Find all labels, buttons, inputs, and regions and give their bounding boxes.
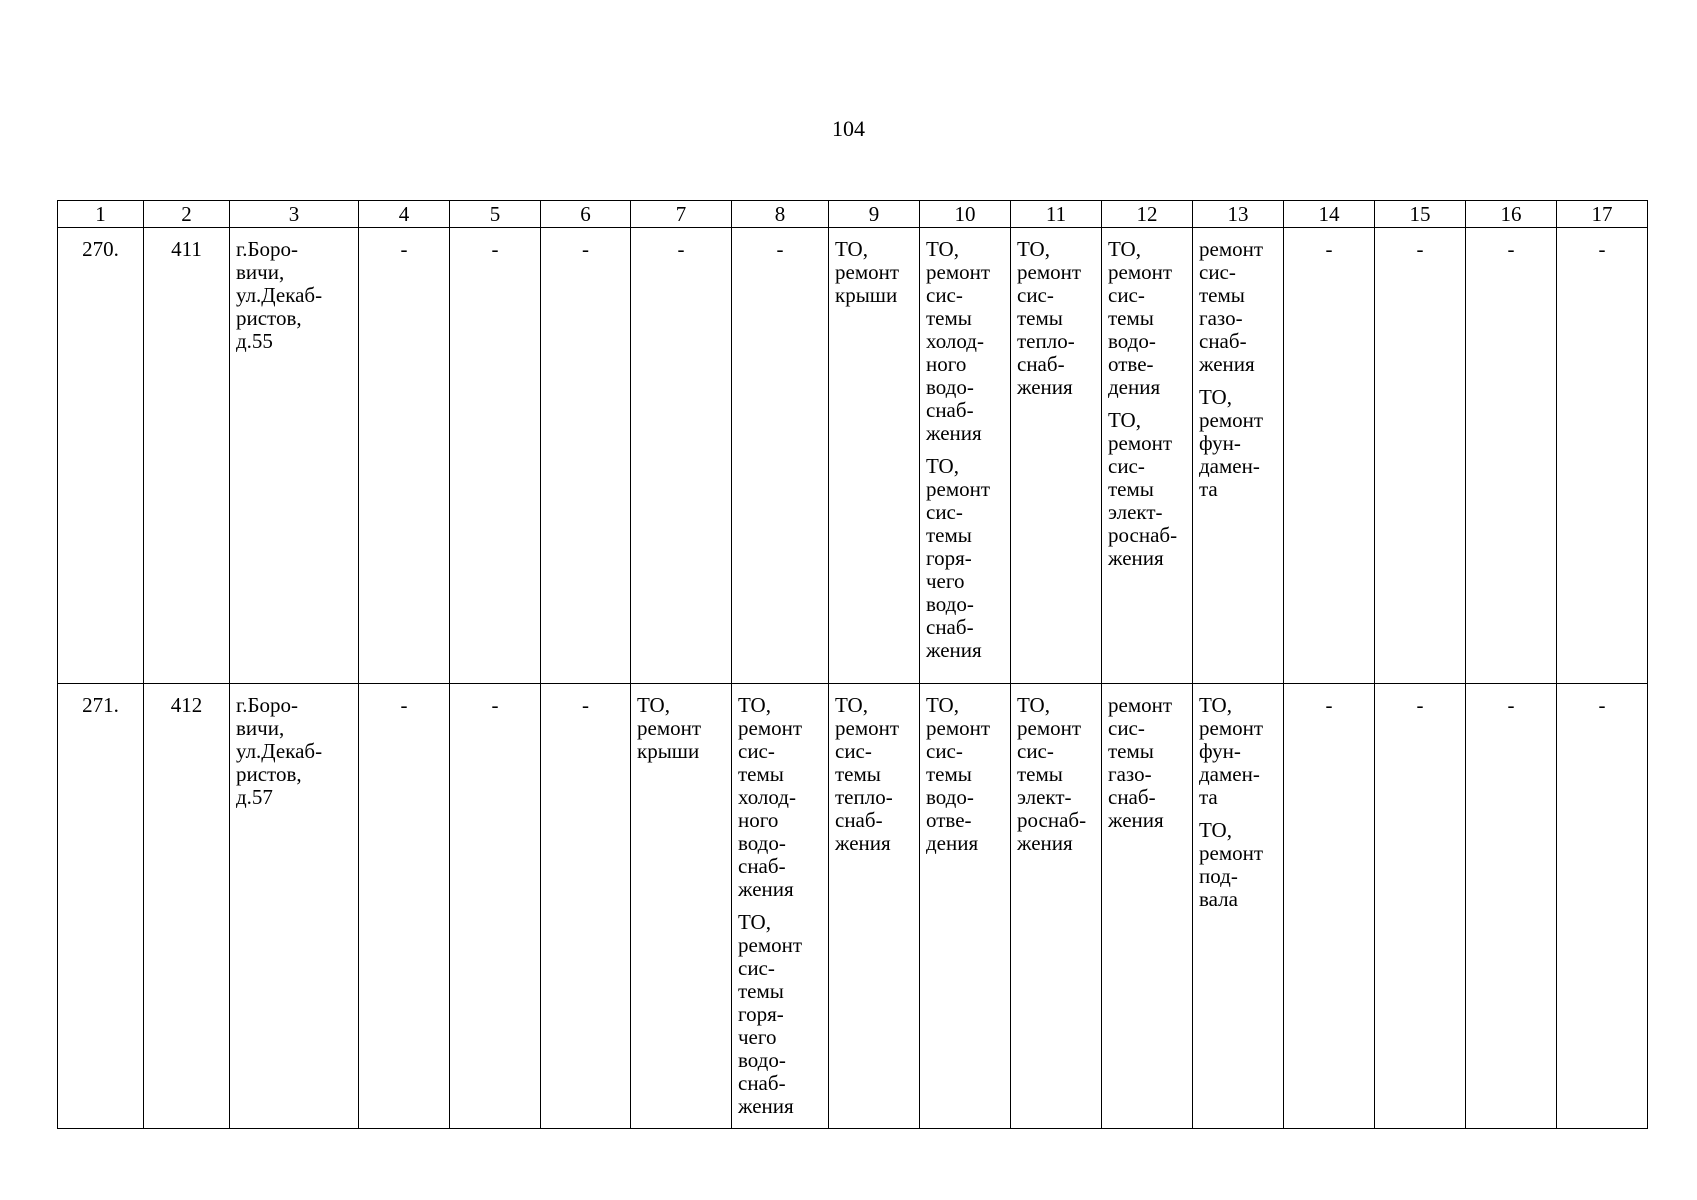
work-item: ТО, ремонт под- вала — [1199, 818, 1264, 911]
page-number: 104 — [832, 116, 865, 141]
column-header: 2 — [144, 201, 230, 228]
column-header: 12 — [1102, 201, 1193, 228]
empty-cell: - — [1557, 684, 1648, 1129]
work-cell — [1011, 684, 1102, 1129]
work-item: ТО, ремонт сис- темы тепло- снаб- жения — [1017, 237, 1082, 399]
works-table — [57, 200, 1648, 1129]
column-header: 16 — [1466, 201, 1557, 228]
table-row — [58, 684, 1648, 1129]
empty-cell: - — [1375, 228, 1466, 684]
table-row — [58, 228, 1648, 684]
work-item: ТО, ремонт сис- темы водо- отве- дения — [1108, 237, 1173, 399]
address-cell: г.Боро- вичи, ул.Декаб- ристов, д.57 — [230, 684, 359, 1129]
work-item: ТО, ремонт сис- темы холод- ного водо- снаб- жения — [926, 237, 991, 445]
work-cell — [732, 684, 829, 1129]
work-item: ТО, ремонт фун- дамен- та — [1199, 693, 1264, 809]
empty-cell: - — [450, 684, 541, 1129]
empty-cell: - — [359, 228, 450, 684]
column-header: 9 — [829, 201, 920, 228]
empty-cell: - — [1557, 228, 1648, 684]
work-item: ТО, ремонт сис- темы горя- чего водо- снаб- жения — [738, 910, 803, 1118]
work-item: ремонт сис- темы газо- снаб- жения — [1199, 237, 1264, 376]
row-number: 270. — [58, 228, 144, 684]
column-header: 14 — [1284, 201, 1375, 228]
address-cell: г.Боро- вичи, ул.Декаб- ристов, д.55 — [230, 228, 359, 684]
column-header: 13 — [1193, 201, 1284, 228]
work-item: ТО, ремонт сис- темы горя- чего водо- снаб- жения — [926, 454, 991, 662]
work-item: ТО, ремонт сис- темы холод- ного водо- снаб- жения — [738, 693, 803, 901]
house-id: 412 — [144, 684, 230, 1129]
work-item: ТО, ремонт крыши — [835, 237, 900, 307]
table-body — [58, 201, 1648, 1129]
work-cell — [1102, 684, 1193, 1129]
header-row — [58, 201, 1648, 228]
work-item: ТО, ремонт сис- темы элект- роснаб- жения — [1108, 408, 1178, 570]
work-item: ТО, ремонт сис- темы элект- роснаб- жения — [1017, 693, 1087, 855]
empty-cell: - — [450, 228, 541, 684]
work-cell — [920, 684, 1011, 1129]
column-header: 3 — [230, 201, 359, 228]
empty-cell: - — [541, 684, 631, 1129]
column-header: 5 — [450, 201, 541, 228]
column-header: 6 — [541, 201, 631, 228]
work-cell — [1102, 228, 1193, 684]
empty-cell: - — [732, 228, 829, 684]
empty-cell: - — [631, 228, 732, 684]
column-header: 17 — [1557, 201, 1648, 228]
column-header: 1 — [58, 201, 144, 228]
column-header: 7 — [631, 201, 732, 228]
work-cell — [1011, 228, 1102, 684]
work-cell — [829, 684, 920, 1129]
empty-cell: - — [541, 228, 631, 684]
work-cell — [1193, 684, 1284, 1129]
empty-cell: - — [1284, 684, 1375, 1129]
row-number: 271. — [58, 684, 144, 1129]
column-header: 15 — [1375, 201, 1466, 228]
work-cell — [920, 228, 1011, 684]
column-header: 4 — [359, 201, 450, 228]
empty-cell: - — [1466, 228, 1557, 684]
empty-cell: - — [1284, 228, 1375, 684]
column-header: 10 — [920, 201, 1011, 228]
work-cell — [1193, 228, 1284, 684]
work-cell — [829, 228, 920, 684]
empty-cell: - — [359, 684, 450, 1129]
empty-cell: - — [1466, 684, 1557, 1129]
work-item: ТО, ремонт сис- темы тепло- снаб- жения — [835, 693, 900, 855]
work-item: ТО, ремонт сис- темы водо- отве- дения — [926, 693, 991, 855]
column-header: 11 — [1011, 201, 1102, 228]
work-item: ремонт сис- темы газо- снаб- жения — [1108, 693, 1173, 832]
work-item: ТО, ремонт крыши — [637, 693, 702, 763]
house-id: 411 — [144, 228, 230, 684]
column-header: 8 — [732, 201, 829, 228]
work-item: ТО, ремонт фун- дамен- та — [1199, 385, 1264, 501]
empty-cell: - — [1375, 684, 1466, 1129]
work-cell — [631, 684, 732, 1129]
